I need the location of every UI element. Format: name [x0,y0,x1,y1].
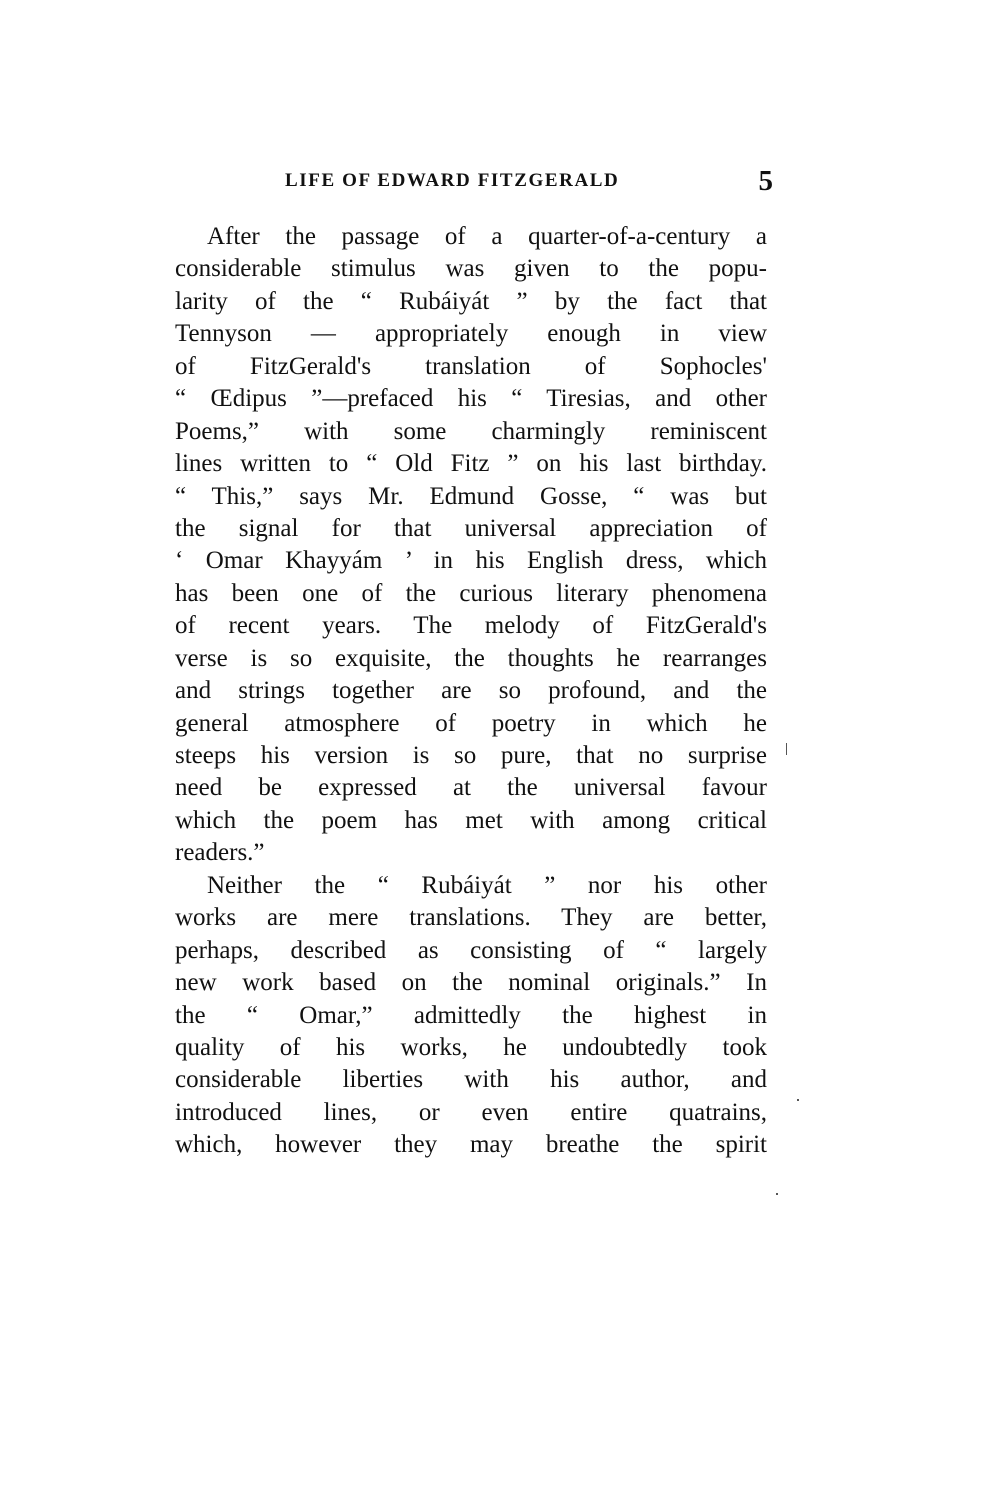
text-line: “ Œdipus ”—prefaced his “ Tiresias, and other [175,385,767,413]
text-line: Poems,” with some charmingly reminiscent [175,417,767,445]
page-number: 5 [758,165,773,197]
scan-speck [797,1099,799,1101]
scan-speck [776,1193,778,1195]
text-line: “ This,” says Mr. Edmund Gosse, “ was but [175,482,767,510]
text-line: has been one of the curious literary phenomena [175,579,767,607]
running-title: LIFE OF EDWARD FITZGERALD [285,170,620,191]
text-line: Tennyson — appropriately enough in view [175,320,767,348]
text-line: steeps his version is so pure, that no surprise [175,742,767,769]
running-head [175,166,775,206]
text-line: readers.” [175,839,265,867]
text-line: lines written to “ Old Fitz ” on his last birthday. [175,450,767,478]
text-line: verse is so exquisite, the thoughts he rearranges [175,644,767,672]
scan-speck [786,743,787,755]
text-line: larity of the “ Rubáiyát ” by the fact that [175,287,767,315]
text-line: works are mere translations. They are better, [175,904,767,932]
text-line: and strings together are so profound, and the [175,677,767,705]
text-line: quality of his works, he undoubtedly took [175,1033,767,1061]
text-line: considerable stimulus was given to the popu- [175,255,767,283]
body-text [175,221,767,1162]
text-line: which, however they may breathe the spirit [175,1131,767,1159]
text-line: which the poem has met with among critical [175,806,767,834]
text-line: need be expressed at the universal favour [175,774,767,802]
text-line: of recent years. The melody of FitzGerald's [175,612,767,640]
text-line: considerable liberties with his author, and [175,1066,767,1094]
text-line: general atmosphere of poetry in which he [175,709,767,737]
text-line: of FitzGerald's translation of Sophocles' [175,352,767,380]
text-line: the signal for that universal appreciation of [175,514,767,542]
text-line: ‘ Omar Khayyám ’ in his English dress, which [175,547,767,575]
text-line: perhaps, described as consisting of “ largely [175,936,767,964]
text-line: introduced lines, or even entire quatrains, [175,1098,767,1126]
paragraph-2 [175,870,767,1162]
text-line: Neither the “ Rubáiyát ” nor his other [207,871,767,899]
paragraph-1 [175,221,767,870]
text-line: the “ Omar,” admittedly the highest in [175,1001,767,1029]
text-line: After the passage of a quarter-of-a-century a [207,223,767,250]
text-line: new work based on the nominal originals.” In [175,969,767,997]
